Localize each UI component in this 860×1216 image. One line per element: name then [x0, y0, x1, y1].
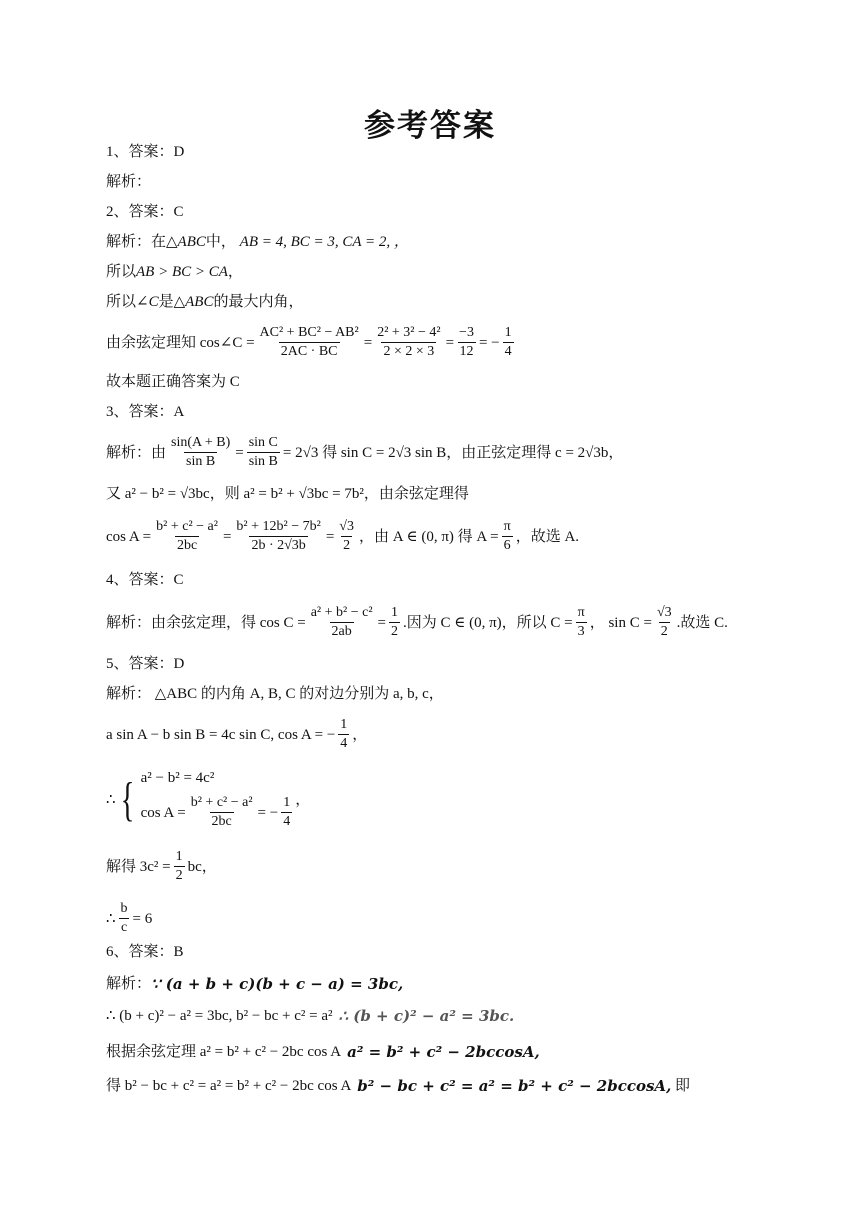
q2-cosine-formula: 由余弦定理知 cos∠C = $\frac{\text{AC² + BC² − AB²}}{2AC \cdot BC}$ = $\frac{\text{2² + 3² − 4²}}{2 \times 2 \times 3}$ = $\frac{-3}{12}$ = − $\frac{1}{4}$	[106, 325, 512, 359]
numerator: √3	[339, 519, 354, 534]
text: 解析：在△	[106, 234, 178, 250]
q5-analysis-line-2	[106, 716, 367, 753]
math: ABC	[177, 234, 206, 250]
q5-analysis-line-1: 解析： △ABC 的内角 A, B, C 的对边分别为 a, b, c，	[106, 686, 444, 702]
system-rows	[141, 768, 296, 831]
text: ，故选 A.	[515, 528, 580, 545]
fraction	[338, 716, 349, 753]
system-row-2	[141, 794, 296, 831]
numerator: sin C	[248, 435, 278, 450]
fraction	[234, 518, 322, 555]
text: 由余弦定理知 cos∠C =	[106, 334, 255, 351]
numerator: π	[503, 519, 511, 534]
math: AB > BC > CA	[136, 264, 228, 280]
fraction	[375, 324, 442, 361]
system	[116, 768, 296, 831]
fraction	[154, 518, 220, 555]
q4-answer: 4、答案：C	[106, 572, 184, 588]
denominator: 4	[340, 736, 348, 751]
q6-analysis-line-1	[106, 974, 403, 994]
fraction	[258, 324, 361, 361]
denominator: 2bc	[211, 814, 232, 829]
q5-equation-system	[106, 768, 310, 831]
numerator: sin(A + B)	[171, 435, 231, 450]
math: C	[148, 294, 159, 310]
denominator: 2bc	[176, 538, 198, 553]
denominator: sin B	[248, 454, 278, 469]
text: 解得 3c² =	[106, 858, 171, 875]
numerator: 2² + 3² − 4²	[377, 325, 441, 340]
page-title: 参考答案	[364, 108, 496, 144]
q5-analysis-line-5	[106, 900, 152, 937]
denominator: 4	[283, 814, 291, 829]
q2-analysis-line-3	[106, 292, 304, 312]
denominator: 2	[175, 868, 183, 883]
fraction	[457, 324, 476, 361]
numerator: b² + c² − a²	[190, 795, 253, 810]
fraction	[503, 324, 514, 361]
fraction	[247, 434, 280, 471]
q5-analysis-line-4	[106, 848, 217, 885]
fraction	[189, 794, 255, 831]
text: a sin A − b sin B = 4c sin C, cos A = −	[106, 726, 336, 743]
denominator: c	[120, 920, 128, 935]
text: = −	[257, 804, 279, 821]
text: = 2√3 得 sin C = 2√3 sin B，由正弦定理得 c = 2√3b，	[282, 444, 624, 461]
q6-analysis-line-3	[106, 1042, 540, 1062]
denominator: 4	[504, 344, 512, 359]
q6-answer: 6、答案：B	[106, 944, 184, 960]
text: 中，	[205, 234, 236, 250]
fraction	[337, 518, 356, 555]
denominator: 2 × 2 × 3	[383, 344, 435, 359]
text: cos A =	[140, 804, 186, 821]
numerator: π	[577, 605, 585, 620]
math: ABC	[185, 294, 214, 310]
numerator: b² + c² − a²	[156, 519, 218, 534]
q5-answer: 5、答案：D	[106, 656, 185, 672]
system-row-1: a² − b² = 4c²	[140, 770, 215, 786]
q1-analysis: 解析：	[106, 174, 152, 190]
text: 所以∠	[106, 294, 149, 310]
text: 根据余弦定理 a² = b² + c² − 2bc cos A	[106, 1044, 342, 1060]
q3-analysis-line-2: 又 a² − b² = √3bc，则 a² = b² + √3bc = 7b²，由余弦定理得	[106, 486, 469, 502]
denominator: 2ab	[331, 624, 352, 639]
q6-analysis-line-4	[106, 1076, 690, 1096]
text: 解析：由余弦定理，得 cos C =	[106, 614, 306, 631]
numerator: √3	[656, 605, 672, 620]
math: AB = 4, BC = 3, CA = 2, ，	[239, 234, 409, 250]
fraction	[655, 604, 674, 641]
numerator: AC² + BC² − AB²	[259, 325, 359, 340]
text: 即	[675, 1078, 691, 1094]
text: = −	[478, 334, 500, 351]
q3-analysis-line-3: cos A = $\frac{\text{b² + c² − a²}}{2bc}$ = $\frac{\text{b² + 12b² − 7b²}}{2b \cdot 2√3b}$ = $\frac{√3}{2}$ ，由 A ∈ (0, π) 得 A = $\frac{\pi}{6}$ ，故选 A.	[106, 519, 580, 553]
q6-analysis-line-2	[106, 1006, 514, 1026]
denominator: 2	[391, 624, 398, 639]
fraction	[169, 434, 232, 471]
therefore-symbol: ∴	[106, 791, 116, 808]
text: ∴ (b + c)² − a² = 3bc, b² − bc + c² = a²	[106, 1008, 333, 1024]
left-brace-icon: {	[120, 772, 134, 826]
text: 是△	[158, 294, 186, 310]
fraction	[119, 900, 130, 937]
text: .因为 C ∈ (0, π)，所以 C =	[403, 614, 573, 631]
text: ，	[295, 791, 311, 808]
text: 的最大内角，	[213, 294, 304, 310]
numerator: 1	[340, 717, 348, 732]
denominator: 3	[577, 624, 585, 639]
text: 解析：由	[106, 444, 167, 461]
fraction	[389, 604, 400, 641]
denominator: 2AC · BC	[280, 344, 338, 359]
math-image-text: ∵ (a + b + c)(b + c − a) = 3bc,	[151, 975, 404, 993]
math-image-text: ∴ (b + c)² − a² = 3bc.	[338, 1007, 515, 1025]
text: .故选 C.	[676, 614, 728, 631]
numerator: 1	[283, 795, 291, 810]
text: = 6	[132, 910, 153, 927]
denominator: 12	[459, 344, 474, 359]
numerator: a² + b² − c²	[310, 605, 373, 620]
fraction	[576, 604, 587, 641]
q2-answer: 2、答案：C	[106, 204, 184, 220]
text: cos A =	[106, 528, 152, 545]
numerator: 1	[391, 605, 398, 620]
numerator: −3	[459, 325, 474, 340]
fraction	[281, 794, 292, 831]
text: 所以	[106, 264, 137, 280]
text: 解析：	[106, 976, 152, 992]
text: ，	[227, 264, 243, 280]
denominator: 2	[660, 624, 668, 639]
q1-answer: 1、答案：D	[106, 144, 185, 160]
text: ， sin C =	[589, 614, 652, 631]
fraction	[174, 848, 185, 885]
fraction	[309, 604, 375, 641]
q2-conclusion: 故本题正确答案为 C	[106, 374, 240, 390]
text: ，	[352, 726, 368, 743]
numerator: b² + 12b² − 7b²	[236, 519, 321, 534]
denominator: 6	[503, 538, 511, 553]
q4-analysis-line-1: 解析：由余弦定理，得 cos C = $\frac{\text{a² + b² − c²}}{2ab}$ = $\frac{1}{2}$ .因为 C ∈ (0, π)，所以 C = $\frac{\pi}{3}$ ， sin C = $\frac{√3}{2}$ .故选 C.	[106, 605, 728, 639]
numerator: 1	[504, 325, 512, 340]
q2-analysis-line-2	[106, 262, 243, 282]
q3-answer: 3、答案：A	[106, 404, 185, 420]
q2-analysis-line-1	[106, 232, 409, 252]
denominator: 2	[343, 538, 351, 553]
numerator: b	[120, 901, 128, 916]
text: ∴	[106, 910, 116, 927]
text: bc，	[187, 858, 217, 875]
denominator: 2b · 2√3b	[251, 538, 306, 553]
fraction	[502, 518, 513, 555]
math-image-text: a² = b² + c² − 2bccosA,	[347, 1043, 540, 1061]
text: ，由 A ∈ (0, π) 得 A =	[358, 528, 499, 545]
math-image-text: b² − bc + c² = a² = b² + c² − 2bccosA,	[357, 1077, 672, 1095]
numerator: 1	[175, 849, 183, 864]
denominator: sin B	[186, 454, 216, 469]
q3-analysis-line-1: 解析：由 $\frac{\sin(A + B)}{\text{sin B}}$ = $\frac{\text{sin C}}{\text{sin B}}$ = 2√3 得 sin C = 2√3 sin B，由正弦定理得 c = 2√3b，	[106, 435, 624, 469]
text: 得 b² − bc + c² = a² = b² + c² − 2bc cos A	[106, 1078, 352, 1094]
